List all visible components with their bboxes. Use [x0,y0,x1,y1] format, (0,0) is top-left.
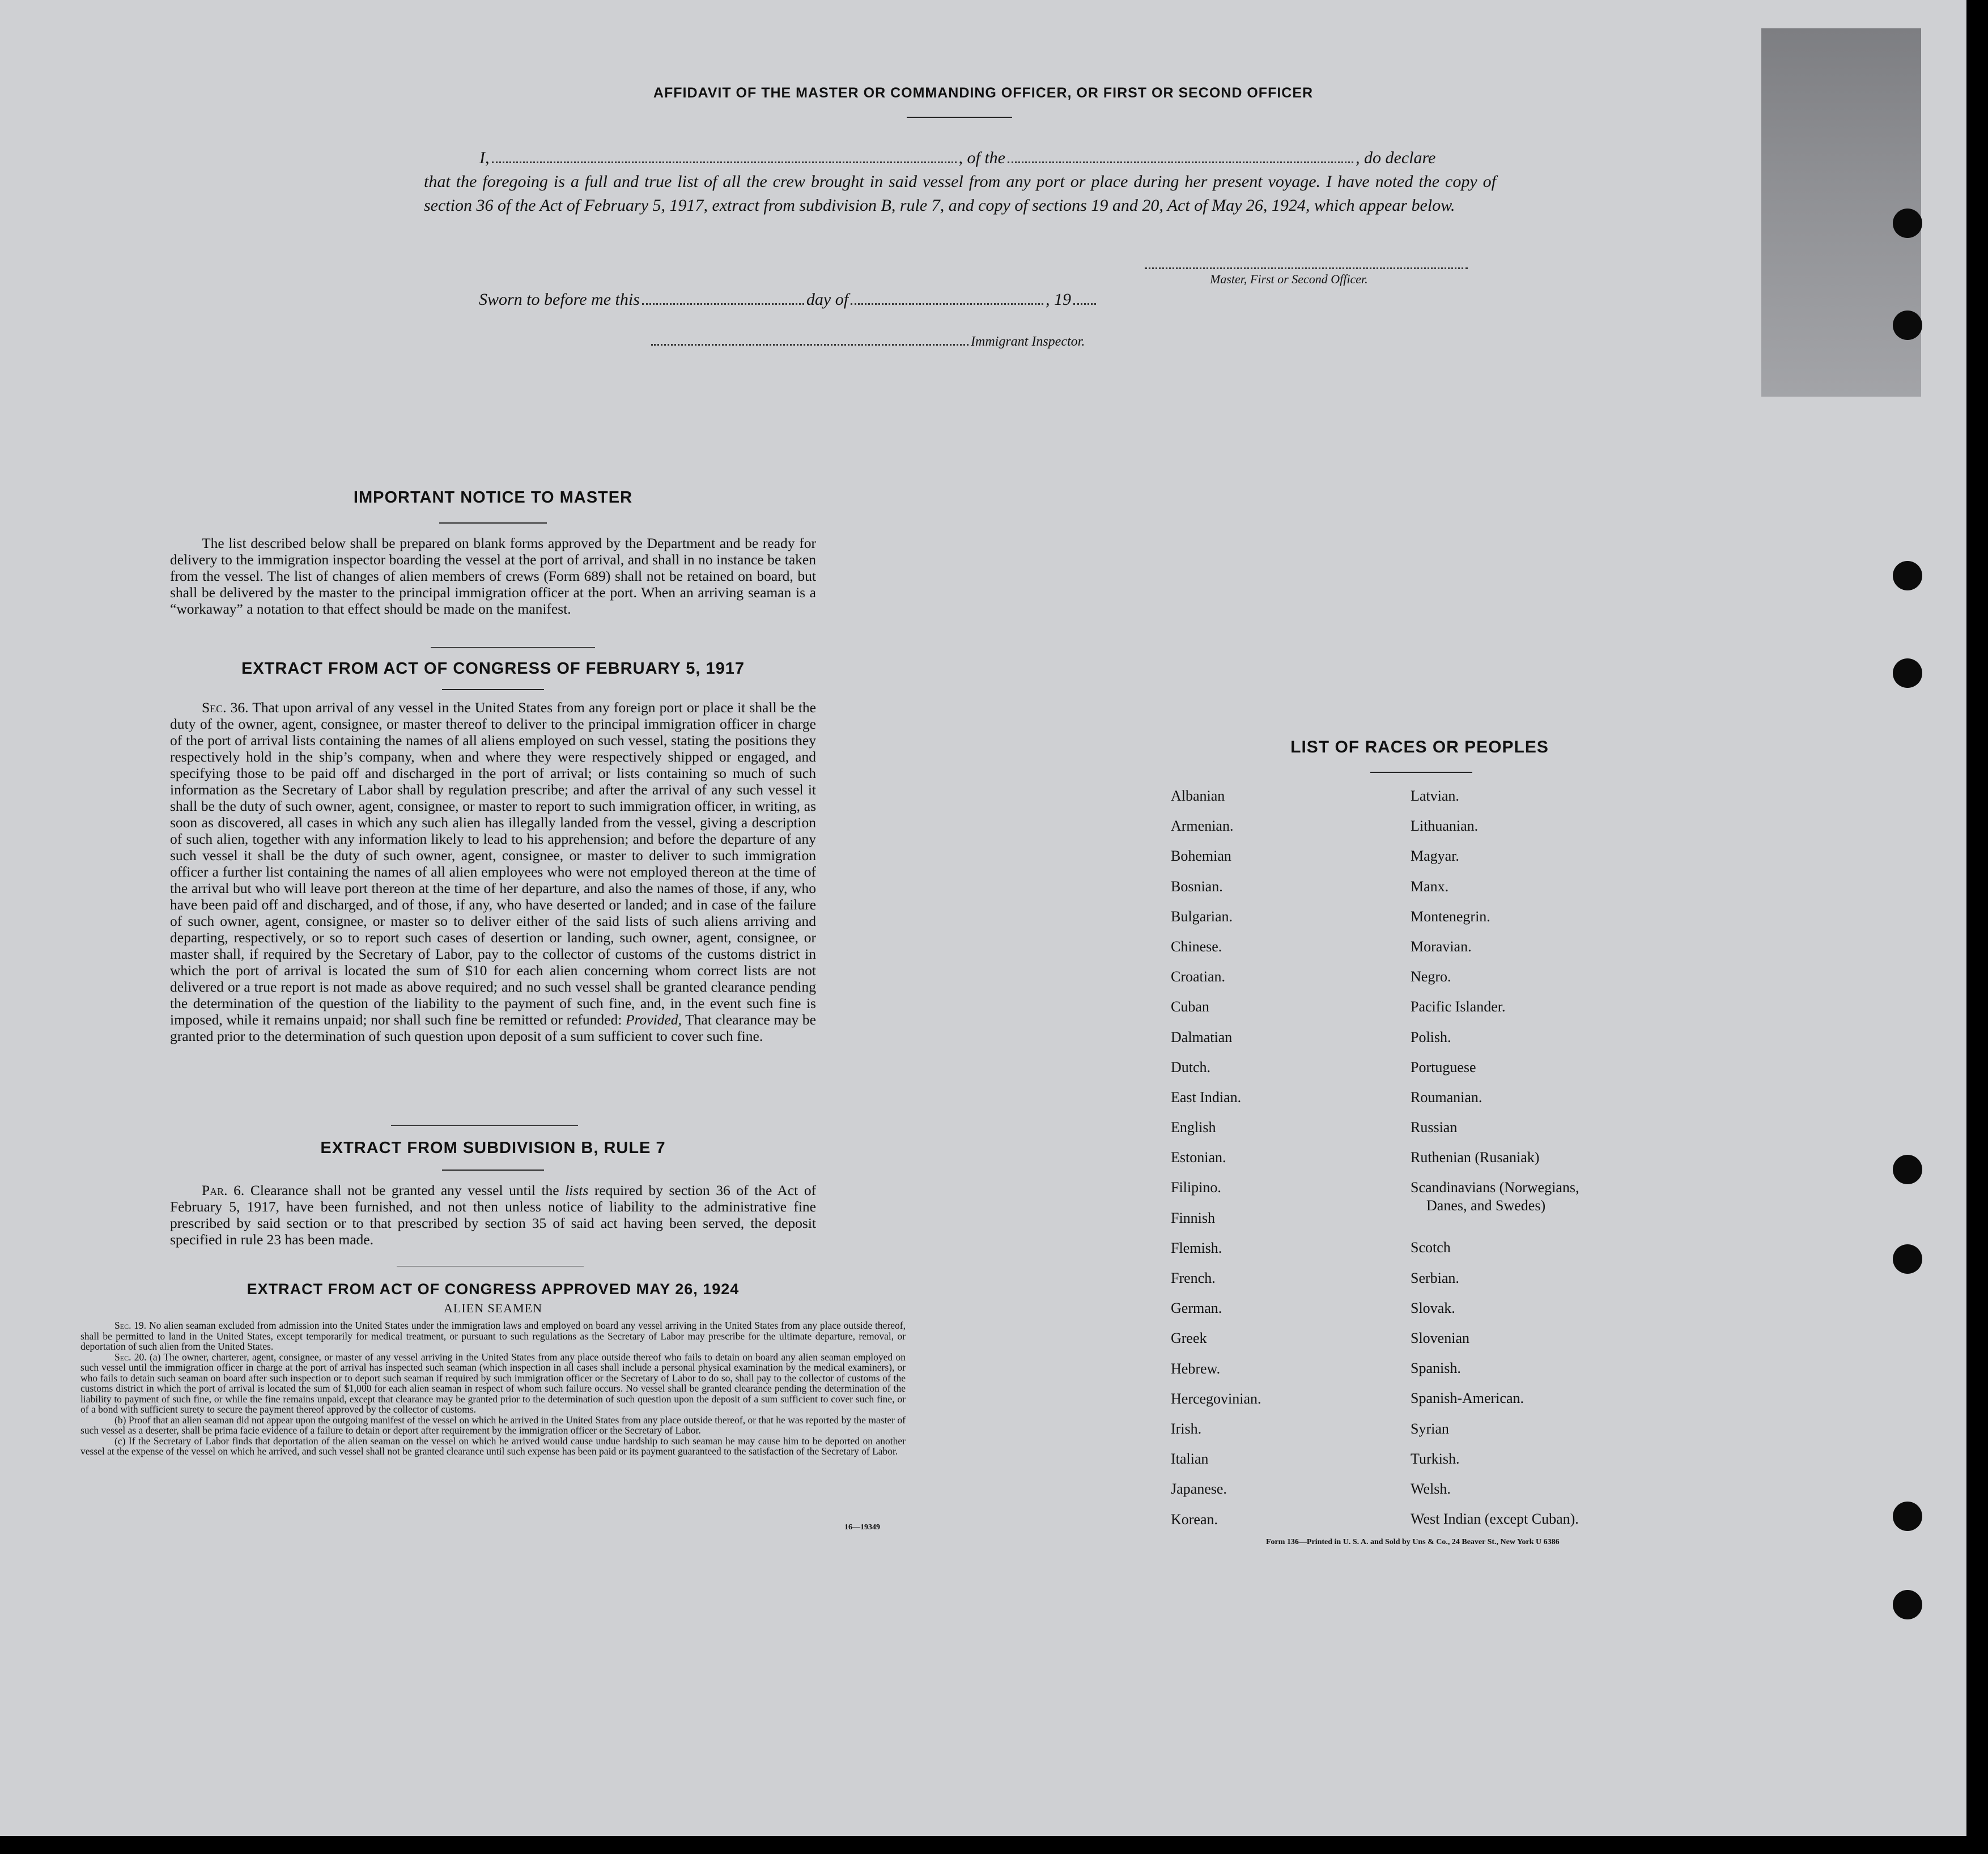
notice-heading: IMPORTANT NOTICE TO MASTER [353,488,633,507]
sec-20c-text: (c) If the Secretary of Labor finds that deportation of the alien seaman on the vessel on which he arrived would cause undue hardship to such seaman he may cause him to be deported on another vessel at the expense of the vessel on which he arrived, and such vessel shall not be granted clearance until such expense has been paid or its payment guaranteed to the satisfaction of the Secretary of Labor. [80,1435,906,1457]
rule7-underline [442,1170,544,1171]
month-blank [851,303,1043,305]
alien-seamen-subheading: ALIEN SEAMEN [444,1301,542,1315]
signature-caption: Master, First or Second Officer. [1210,272,1368,286]
sec-20b-text: (b) Proof that an alien seaman did not appear upon the outgoing manifest of the vessel on which he arrived in the United States from any place outside thereof, or that he was reported by the master of such vessel as a deserter, shall be prima facie evidence of a failure to detain or deport after requirement by the immigration officer or the Secretary of Labor. [80,1414,906,1436]
section-divider [391,1125,578,1126]
race-item: Pacific Islander. [1411,998,1506,1015]
act-1924-heading: EXTRACT FROM ACT OF CONGRESS APPROVED MAY 26, 1924 [247,1281,740,1298]
par-6-label: Par. 6. [202,1182,245,1198]
sec-36-label: Sec. 36. [202,699,249,716]
punch-hole [1893,311,1922,340]
race-item: Dalmatian [1171,1028,1233,1045]
race-item: Spanish-American. [1411,1390,1524,1407]
race-item-continued: Danes, and Swedes) [1426,1197,1546,1214]
race-item: Slovak. [1411,1299,1455,1316]
punch-hole [1893,561,1922,590]
race-item: Serbian. [1411,1269,1459,1286]
act-1917-underline [442,689,544,690]
punch-hole [1893,1155,1922,1184]
race-item: French. [1171,1270,1216,1286]
day-blank [642,303,804,305]
race-item: Lithuanian. [1411,818,1479,835]
race-item: Italian [1171,1451,1209,1468]
race-item: Bulgarian. [1171,908,1233,925]
form-code: 16—19349 [844,1523,880,1532]
race-item: Estonian. [1171,1149,1226,1166]
race-item: Finnish [1171,1209,1216,1226]
race-item: Russian [1411,1119,1458,1136]
race-item: Manx. [1411,878,1449,895]
race-item: Greek [1171,1330,1207,1347]
race-item: Latvian. [1411,788,1459,804]
race-item: West Indian (except Cuban). [1411,1511,1579,1528]
sec-19-text: No alien seaman excluded from admission into the United States under the immigration laws and employed on board any vessel arriving in the United States from any place outside thereof, shall be permitted to land in the United States, except temporarily for medical treatment, or pursuant to such regulations as the Secretary of Labor may prescribe for the ultimate departure, removal, or deportation of such alien from the United States. [80,1320,906,1352]
inspector-caption: Immigrant Inspector. [971,334,1085,349]
sworn-day-of: day of [806,290,849,309]
race-item: Hebrew. [1171,1360,1221,1377]
race-item: East Indian. [1171,1088,1242,1105]
sec-20a-text: (a) The owner, charterer, agent, consignee, or master of any vessel arriving in the United States from any place outside thereof who fails to detain on board any alien seaman employed on such vessel until the immigration officer in charge at the port of arrival has inspected such seaman (which inspection in all cases shall include a personal physical examination by the medical examiners), or who fails to detain such seaman on board after such inspection or to deport such seaman if required by such immigration officer or the Secretary of Labor to do so, shall pay to the collector of customs of the customs district in which the port of arrival is located the sum of $1,000 for each alien seaman in respect of whom such failure occurs. No vessel shall be granted clearance pending the determination of the liability to payment of such fine, or while the fine remains unpaid, except that clearance may be granted prior to the determination of such question upon the deposit of a sum sufficient to cover such fine, or of a bond with sufficient surety to secure the payment thereof approved by the collector of customs. [80,1351,906,1415]
race-item: Negro. [1411,968,1451,985]
race-item: Moravian. [1411,938,1472,955]
affidavit-title: AFFIDAVIT OF THE MASTER OR COMMANDING OFFICER, OR FIRST OR SECOND OFFICER [653,85,1314,101]
provided-word: Provided, [625,1011,682,1028]
race-item: Flemish. [1171,1239,1222,1256]
race-item: Croatian. [1171,968,1226,985]
affidavit-do-declare: , do declare [1356,148,1436,167]
race-item: Scotch [1411,1239,1451,1256]
punch-hole [1893,1590,1922,1619]
race-item: Chinese. [1171,938,1222,955]
race-item: Magyar. [1411,848,1459,865]
act-1917-text [170,699,816,1044]
sec-19-label: Sec. 19. [114,1320,147,1331]
sec-36-text-end: That clearance may be granted prior to the determination of such question upon deposit of a sum sufficient to cover such fine. [170,1011,817,1044]
par-6-text: Clearance shall not be granted any vessel until the [250,1182,559,1198]
lists-word: lists [565,1182,589,1198]
sworn-year: , 19 [1046,290,1072,309]
race-item: Turkish. [1411,1450,1460,1467]
affidavit-body: that the foregoing is a full and true list of all the crew brought in said vessel from any port or place during her present voyage. I have noted the copy of section 36 of the Act of February 5, 1917, extract from subdivision B, rule 7, and copy of sections 19 and 20, Act of May 26, 1924, which appear below. [424,172,1496,215]
race-item: Ruthenian (Rusaniak) [1411,1149,1540,1166]
sworn-prefix: Sworn to before me this [479,290,640,309]
affidavit-i: I, [479,148,490,167]
inspector-line [649,334,1085,350]
races-heading: LIST OF RACES OR PEOPLES [1290,738,1549,756]
race-item: Portuguese [1411,1058,1476,1075]
race-item: Syrian [1411,1420,1449,1437]
race-item: Dutch. [1171,1058,1211,1075]
race-item: Japanese. [1171,1481,1227,1498]
race-item: Filipino. [1171,1179,1221,1196]
race-item: English [1171,1119,1216,1136]
race-item: Scandinavians (Norwegians, [1411,1179,1579,1196]
act-1917-heading: EXTRACT FROM ACT OF CONGRESS OF FEBRUARY 5, 1917 [241,660,745,678]
inspector-blank [651,344,968,346]
sec-36-text: That upon arrival of any vessel in the United States from any foreign port or place it shall be the duty of the owner, agent, consignee, or master thereof to deliver to the principal immigration officer in charge of the port of arrival lists containing the names of all aliens employed on such vessel, stating the positions they respectively hold in the ship’s company, when and where they were respectively shipped or engaged, and specifying those to be paid off and discharged in the port of arrival; or lists containing so much of such information as the Secretary of Labor shall by regulation prescribe; and after the arrival of any such vessel it shall be the duty of such owner, agent, consignee, or master to report to such immigration officer, in writing, as soon as discovered, all cases in which any such alien has illegally landed from the vessel, giving a description of such alien, together with any information likely to lead to his apprehension; and before the departure of any such vessel it shall be the duty of such owner, agent, consignee, or master to deliver to such immigration officer a further list containing the names of all alien employees who were not employed thereon at the time of the arrival but who will leave port thereon at the time of her departure, and also the names of those, if any, who have been paid off and discharged, and of those, if any, who have deserted or landed; and in case of the failure of such owner, agent, consignee, or master so to deliver either of the said lists of such aliens arriving and departing, respectively, or so to report such cases of desertion or landing, such owner, agent, consignee, or master shall, if required by the Secretary of Labor, pay to the collector of customs of the customs district in which the port of arrival is located the sum of $10 for each alien concerning whom correct lists are not delivered or a true report is not made as above required; and no such vessel shall be granted clearance pending the determination of the question of the liability to the payment of such fine, and, in the event such fine is imposed, while it remains unpaid; nor shall such fine be remitted or refunded: [170,699,816,1028]
name-blank [492,161,957,163]
races-right-column [1411,788,1579,1541]
race-item: Roumanian. [1411,1088,1482,1105]
affidavit-declaration [424,146,1496,218]
punch-hole [1893,1244,1922,1274]
race-item: German. [1171,1300,1222,1317]
punch-hole [1893,1502,1922,1531]
notice-underline [439,522,547,524]
race-item: Slovenian [1411,1330,1469,1346]
races-left-column [1171,788,1261,1541]
title-underline [907,117,1012,118]
punch-hole [1893,209,1922,238]
race-item: Albanian [1171,788,1225,804]
race-item: Bosnian. [1171,878,1223,895]
rule7-heading: EXTRACT FROM SUBDIVISION B, RULE 7 [320,1139,666,1157]
race-item: Spanish. [1411,1360,1461,1377]
races-underline [1370,772,1472,773]
act-1924-text [80,1320,906,1457]
printer-note: Form 136—Printed in U. S. A. and Sold by Uns & Co., 24 Beaver St., New York U 6386 [1266,1538,1560,1546]
section-divider [431,647,595,648]
notice-text [170,535,816,617]
rule7-text [170,1182,816,1248]
par-6-text-end: required by section 36 of the Act of February 5, 1917, have been furnished, and not then unless notice of liability to the administrative fine prescribed by said section or to that prescribed by section 35 of said act having been served, the deposit specified in rule 23 has been made. [170,1182,817,1248]
race-item: Armenian. [1171,818,1234,835]
signature-line [1145,267,1468,269]
race-item: Hercegovinian. [1171,1390,1261,1407]
race-item: Polish. [1411,1028,1451,1045]
sworn-line [479,290,1098,309]
race-item: Irish. [1171,1420,1202,1437]
year-blank [1073,303,1096,305]
affidavit-of-the: , of the [958,148,1005,167]
race-item: Cuban [1171,998,1209,1015]
race-item: Welsh. [1411,1480,1451,1497]
punch-hole [1893,658,1922,688]
race-item: Bohemian [1171,848,1231,865]
vessel-blank [1008,161,1353,163]
race-item: Montenegrin. [1411,908,1490,925]
race-item: Korean. [1171,1511,1218,1528]
notice-paragraph: The list described below shall be prepared on blank forms approved by the Department and be ready for delivery to the immigration inspector boarding the vessel at the port of arrival, and shall in no instance be taken from the vessel. The list of changes of alien members of crews (Form 689) shall not be retained on board, but shall be delivered by the master to the principal immigration officer at the port. When an arriving seaman is a “workaway” a notation to that effect should be made on the manifest. [170,535,816,617]
sec-20-label: Sec. 20. [114,1351,147,1363]
